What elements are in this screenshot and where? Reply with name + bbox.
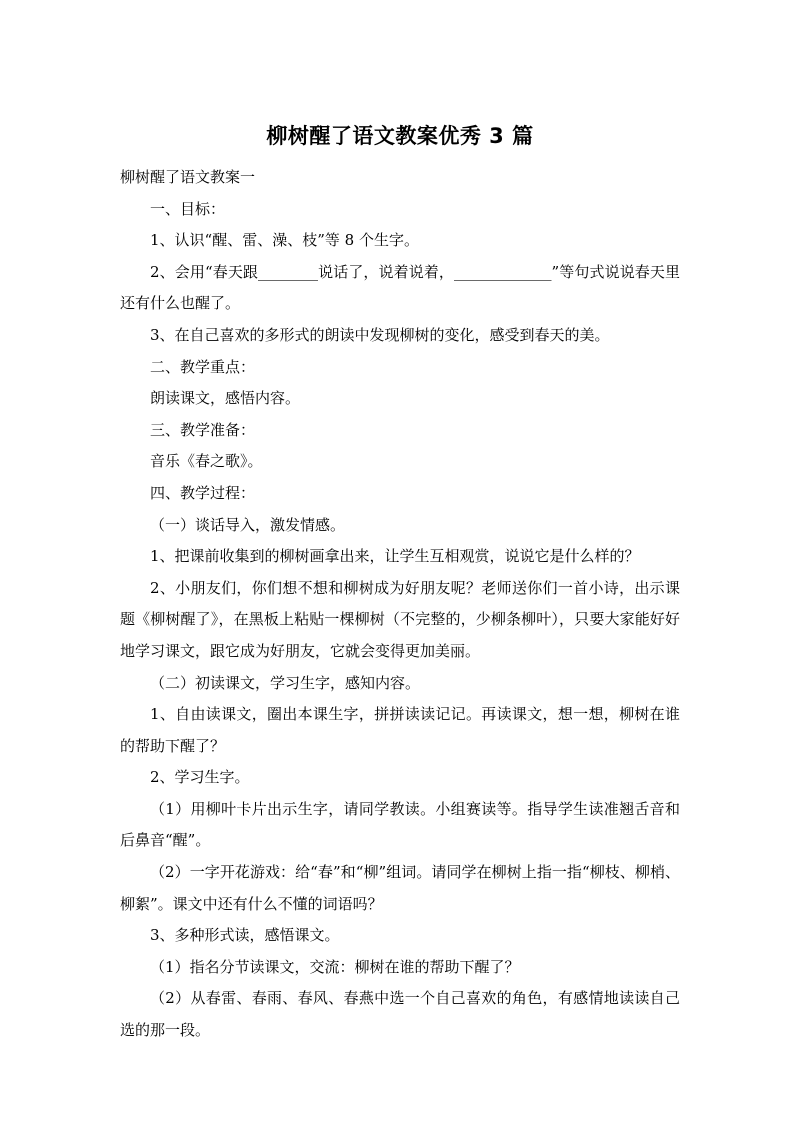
paragraph: 2、会用“春天跟________说话了，说着说着，_____________”等句式说说春天里还有什么也醒了。 <box>120 262 680 313</box>
paragraph: 一、目标： <box>150 199 226 218</box>
paragraph: （1）用柳叶卡片出示生字，请同学教读。小组赛读等。指导学生读准翘舌音和后鼻音“醒”。 <box>120 799 680 850</box>
paragraph: 2、小朋友们，你们想不想和柳树成为好朋友呢？老师送你们一首小诗，出示课题《柳树醒了》，在黑板上粘贴一棵柳树（不完整的，少柳条柳叶），只要大家能好好地学习课文，跟它成为好朋友，它就会变得更加美丽。 <box>120 578 680 660</box>
document-title: 柳树醒了语文教案优秀 3 篇 <box>266 124 534 148</box>
paragraph: 四、教学过程： <box>150 483 256 502</box>
paragraph: （二）初读课文，学习生字，感知内容。 <box>150 673 421 692</box>
paragraph: 1、把课前收集到的柳树画拿出来，让学生互相观赏，说说它是什么样的？ <box>150 547 640 566</box>
paragraph: 音乐《春之歌》。 <box>150 452 263 471</box>
paragraph: 二、教学重点： <box>150 357 256 376</box>
paragraph: （1）指名分节读课文，交流：柳树在谁的帮助下醒了？ <box>150 957 520 976</box>
paragraph: 朗读课文，感悟内容。 <box>150 389 301 408</box>
paragraph: 3、多种形式读，感悟课文。 <box>150 926 340 945</box>
section-heading: 柳树醒了语文教案一 <box>120 168 256 186</box>
paragraph: 2、学习生字。 <box>150 768 250 787</box>
paragraph: （一）谈话导入，激发情感。 <box>150 515 346 534</box>
paragraph: 1、自由读课文，圈出本课生字，拼拼读读记记。再读课文，想一想，柳树在谁的帮助下醒了？ <box>120 705 680 755</box>
paragraph: 3、在自己喜欢的多形式的朗读中发现柳树的变化，感受到春天的美。 <box>150 325 610 344</box>
document-body <box>120 162 680 1047</box>
paragraph: 三、教学准备： <box>150 420 256 439</box>
paragraph: 1、认识“醒、雷、澡、枝”等 8 个生字。 <box>150 231 419 250</box>
paragraph: （2）从春雷、春雨、春风、春燕中选一个自己喜欢的角色，有感情地读读自己选的那一段。 <box>120 989 680 1040</box>
paragraph: （2）一字开花游戏：给“春”和“柳”组词。请同学在柳树上指一指“柳枝、柳梢、柳絮”。课文中还有什么不懂的词语吗？ <box>120 863 680 913</box>
